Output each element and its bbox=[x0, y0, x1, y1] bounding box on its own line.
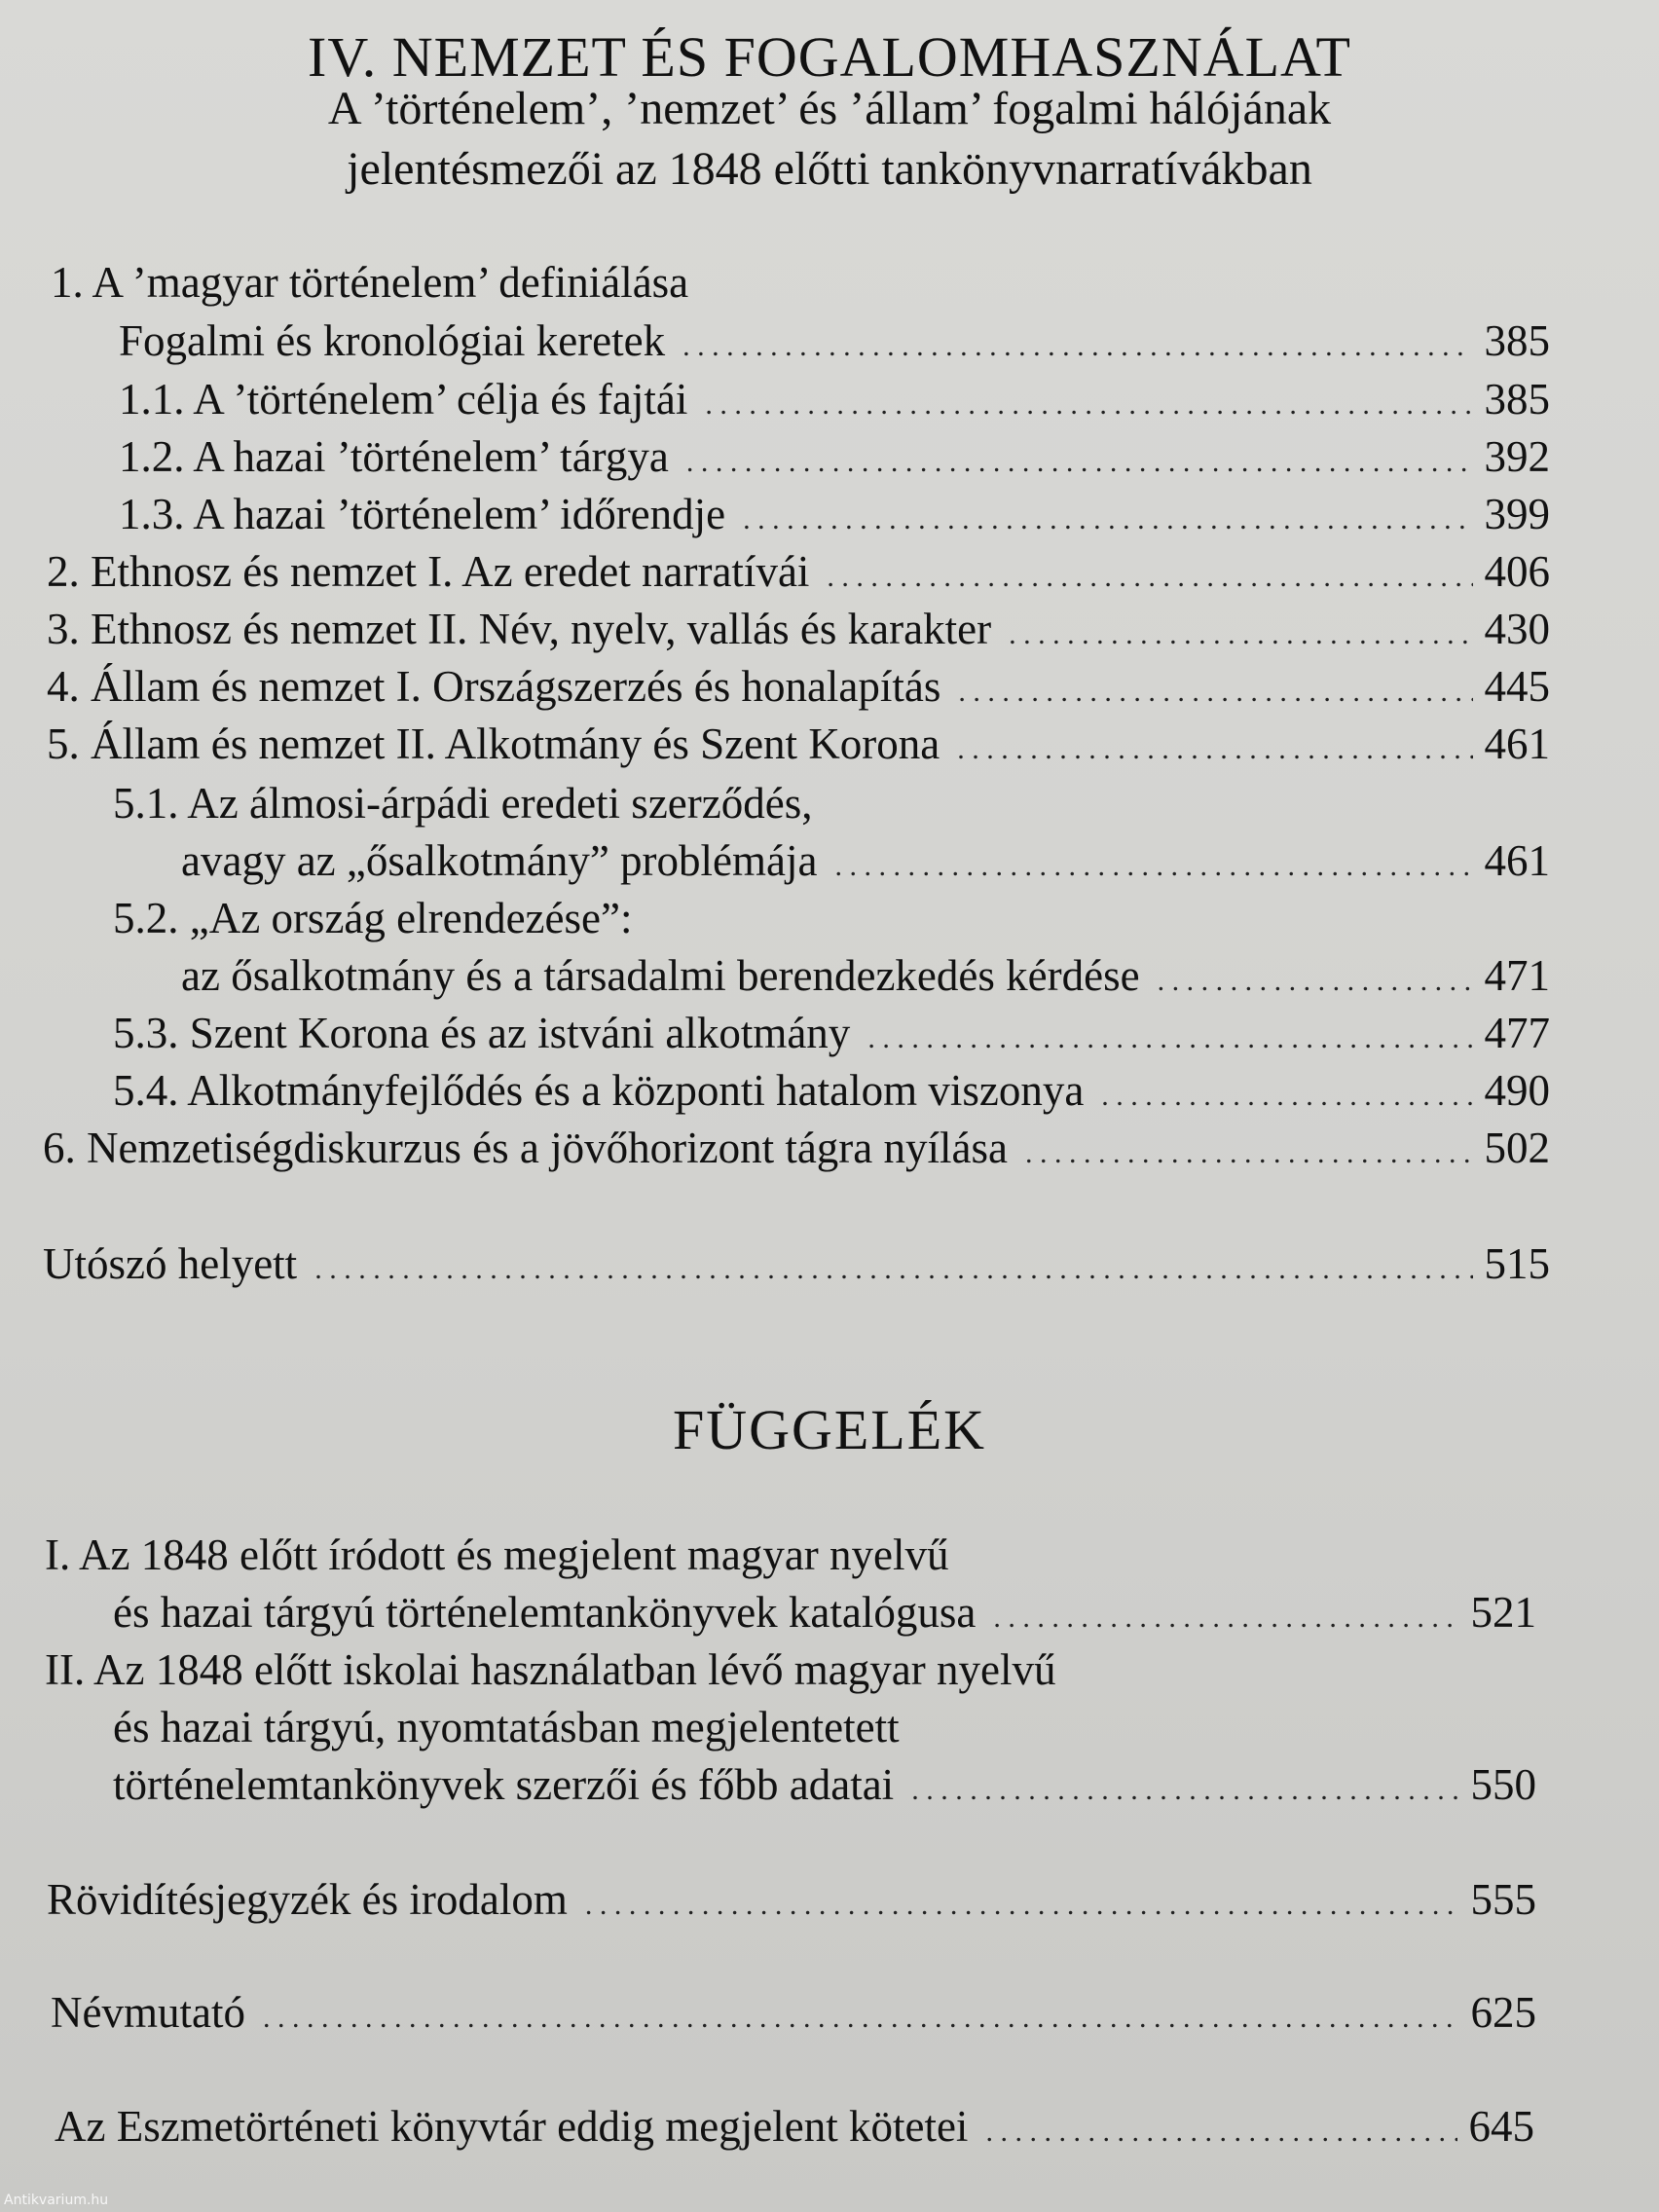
toc-entry-5-1 bbox=[181, 836, 1550, 885]
toc-entry-text: 6. Nemzetiségdiskurzus és a jövőhorizont tágra nyílása bbox=[43, 1124, 1008, 1172]
page-number: 406 bbox=[1484, 547, 1550, 596]
dot-leader bbox=[1009, 608, 1472, 651]
toc-entry-5-3 bbox=[113, 1009, 1550, 1057]
subtitle-line-2: jelentésmezői az 1848 előtti tankönyvnarratívákban bbox=[347, 143, 1312, 195]
dot-leader bbox=[957, 722, 1472, 766]
dot-leader bbox=[867, 1012, 1472, 1055]
appendix-entry-abbreviations bbox=[47, 1875, 1536, 1924]
page-number: 392 bbox=[1484, 432, 1550, 481]
toc-entry-text: és hazai tárgyú történelemtankönyvek katalógusa bbox=[113, 1588, 977, 1637]
appendix-entry-1-line-1: I. Az 1848 előtt íródott és megjelent magyar nyelvű bbox=[45, 1530, 949, 1579]
dot-leader bbox=[743, 493, 1472, 536]
watermark: Antikvarium.hu bbox=[4, 2193, 109, 2208]
toc-entry-6 bbox=[43, 1126, 1550, 1170]
appendix-entry-2 bbox=[113, 1760, 1536, 1809]
page-number: 502 bbox=[1484, 1124, 1550, 1172]
toc-entry-text: avagy az „ősalkotmány” problémája bbox=[181, 836, 818, 885]
toc-entry-text: Fogalmi és kronológiai keretek bbox=[119, 316, 666, 365]
toc-entry-text: történelemtankönyvek szerzői és főbb adatai bbox=[113, 1760, 895, 1809]
page-number: 461 bbox=[1484, 836, 1550, 885]
toc-entry-afterword bbox=[43, 1239, 1550, 1288]
dot-leader bbox=[993, 1591, 1458, 1635]
page-number: 645 bbox=[1468, 2102, 1534, 2151]
toc-entry-text: 5.4. Alkotmányfejlődés és a központi hatalom viszonya bbox=[113, 1066, 1085, 1115]
page-number: 550 bbox=[1470, 1760, 1536, 1809]
page-number: 515 bbox=[1484, 1239, 1550, 1288]
dot-leader bbox=[686, 435, 1473, 479]
page-number: 430 bbox=[1484, 605, 1550, 653]
appendix-entry-series bbox=[55, 2102, 1534, 2151]
appendix-entry-index bbox=[51, 1988, 1536, 2037]
page-number: 445 bbox=[1484, 662, 1550, 711]
toc-entry-text: 5. Állam és nemzet II. Alkotmány és Szent Korona bbox=[47, 719, 940, 768]
toc-entry-5-4 bbox=[113, 1066, 1550, 1115]
toc-entry-text: 1.3. A hazai ’történelem’ időrendje bbox=[119, 490, 726, 538]
page-number: 385 bbox=[1484, 375, 1550, 424]
toc-entry-5-2-line-1: 5.2. „Az ország elrendezése”: bbox=[113, 894, 633, 942]
toc-entry-text: az ősalkotmány és a társadalmi berendezkedés kérdése bbox=[181, 951, 1140, 1000]
dot-leader bbox=[585, 1878, 1459, 1922]
dot-leader bbox=[263, 1991, 1459, 2035]
toc-entry-1-3 bbox=[119, 490, 1550, 538]
toc-entry-5-2 bbox=[181, 951, 1550, 1000]
page-number: 471 bbox=[1484, 951, 1550, 1000]
appendix-entry-2-line-1: II. Az 1848 előtt iskolai használatban lévő magyar nyelvű bbox=[45, 1645, 1056, 1694]
appendix-entry-2-line-2: és hazai tárgyú, nyomtatásban megjelentetett bbox=[113, 1703, 900, 1751]
page-number: 461 bbox=[1484, 719, 1550, 768]
toc-entry-text: 4. Állam és nemzet I. Országszerzés és honalapítás bbox=[47, 662, 941, 711]
part-title: IV. NEMZET ÉS FOGALOMHASZNÁLAT bbox=[308, 25, 1351, 89]
dot-leader bbox=[682, 319, 1472, 363]
page-number: 625 bbox=[1470, 1988, 1536, 2037]
toc-entry-5 bbox=[47, 719, 1550, 768]
toc-entry-text: Utószó helyett bbox=[43, 1239, 298, 1288]
dot-leader bbox=[911, 1763, 1458, 1807]
dot-leader bbox=[958, 665, 1472, 709]
appendix-title: FÜGGELÉK bbox=[672, 1398, 987, 1461]
dot-leader bbox=[1101, 1069, 1472, 1113]
appendix-entry-1 bbox=[113, 1588, 1536, 1637]
toc-entry-text: Névmutató bbox=[51, 1988, 245, 2037]
subtitle-line-1: A ’történelem’, ’nemzet’ és ’állam’ fogalmi hálójának bbox=[327, 83, 1332, 134]
toc-entry-text: 3. Ethnosz és nemzet II. Név, nyelv, vallás és karakter bbox=[47, 605, 992, 653]
toc-entry-1-line-1: 1. A ’magyar történelem’ definiálása bbox=[51, 258, 689, 307]
toc-entry-2 bbox=[47, 547, 1550, 596]
dot-leader bbox=[314, 1242, 1472, 1286]
toc-entry-text: 1.1. A ’történelem’ célja és fajtái bbox=[119, 375, 688, 424]
page-number: 399 bbox=[1484, 490, 1550, 538]
dot-leader bbox=[1158, 954, 1473, 998]
toc-entry-1-2 bbox=[119, 432, 1550, 481]
toc-entry-text: 1.2. A hazai ’történelem’ tárgya bbox=[119, 432, 669, 481]
page-number: 477 bbox=[1484, 1009, 1550, 1057]
page-number: 490 bbox=[1484, 1066, 1550, 1115]
dot-leader bbox=[834, 839, 1472, 883]
toc-entry-3 bbox=[47, 605, 1550, 653]
toc-entry-text: 2. Ethnosz és nemzet I. Az eredet narratívái bbox=[47, 547, 810, 596]
dot-leader bbox=[705, 378, 1472, 422]
toc-entry-text: 5.3. Szent Korona és az istváni alkotmány bbox=[113, 1009, 851, 1057]
dot-leader bbox=[1025, 1126, 1473, 1170]
toc-entry-4 bbox=[47, 662, 1550, 711]
dot-leader bbox=[985, 2105, 1456, 2149]
page-number: 521 bbox=[1470, 1588, 1536, 1637]
toc-entry-text: Rövidítésjegyzék és irodalom bbox=[47, 1875, 568, 1924]
dot-leader bbox=[827, 550, 1472, 594]
page-number: 555 bbox=[1470, 1875, 1536, 1924]
page-number: 385 bbox=[1484, 316, 1550, 365]
toc-entry-5-1-line-1: 5.1. Az álmosi-árpádi eredeti szerződés, bbox=[113, 779, 813, 828]
toc-entry-text: Az Eszmetörténeti könyvtár eddig megjelent kötetei bbox=[55, 2102, 969, 2151]
toc-entry-1-1 bbox=[119, 375, 1550, 424]
toc-entry-1 bbox=[119, 316, 1550, 365]
